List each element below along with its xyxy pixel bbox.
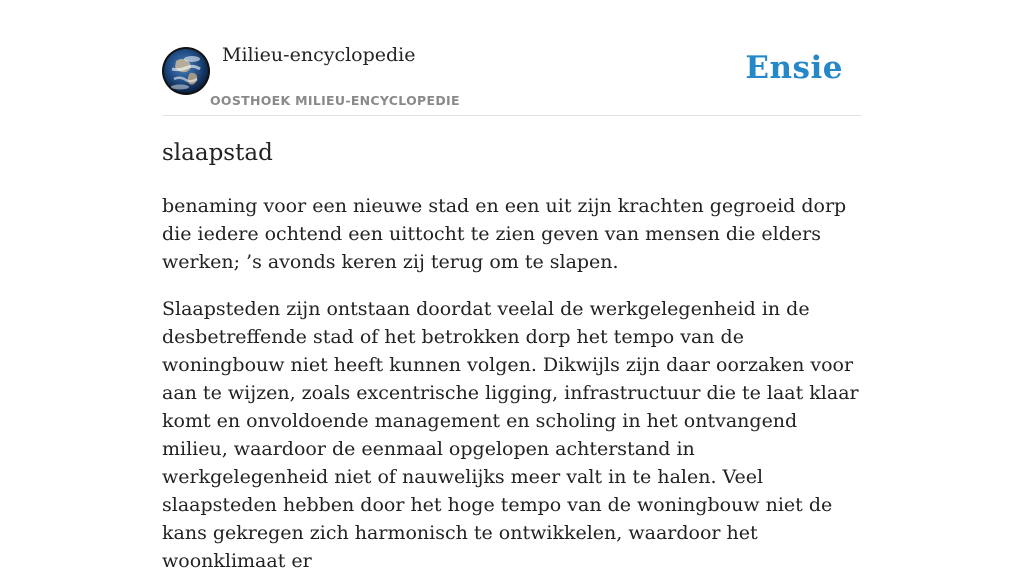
- article-paragraph: Slaapsteden zijn ontstaan doordat veelal de werkgelegenheid in de desbetreffende stad of het betrokken dorp het tempo van de woningbouw niet heeft kunnen volgen. Dikwijls zijn daar oorzaken voor aan te wijzen, zoals excentrische ligging, infrastructuur die te laat klaar komt en onvoldoende management en scholing in het ontvangend milieu, waardoor de eenmaal opgelopen achterstand in werkgelegenheid niet of nauwelijks meer valt in te halen. Veel slaapsteden hebben door het hoge tempo van de woningbouw niet de kans gekregen zich harmonisch te ontwikkelen, waardoor het woonklimaat er: [162, 298, 859, 572]
- site-subtitle[interactable]: OOSTHOEK MILIEU-ENCYCLOPEDIE: [210, 93, 460, 108]
- site-title[interactable]: Milieu-encyclopedie: [222, 44, 416, 66]
- article-term: slaapstad: [162, 140, 273, 166]
- earth-globe-icon[interactable]: [162, 47, 210, 95]
- site-header: [162, 0, 862, 116]
- content-container: [162, 0, 862, 572]
- brand-logo[interactable]: Ensie: [745, 50, 843, 86]
- article-paragraph: benaming voor een nieuwe stad en een uit zijn krachten gegroeid dorp die iedere ochtend een uittocht te zien geven van mensen die elders werken; ’s avonds keren zij terug om te slapen.: [162, 195, 847, 273]
